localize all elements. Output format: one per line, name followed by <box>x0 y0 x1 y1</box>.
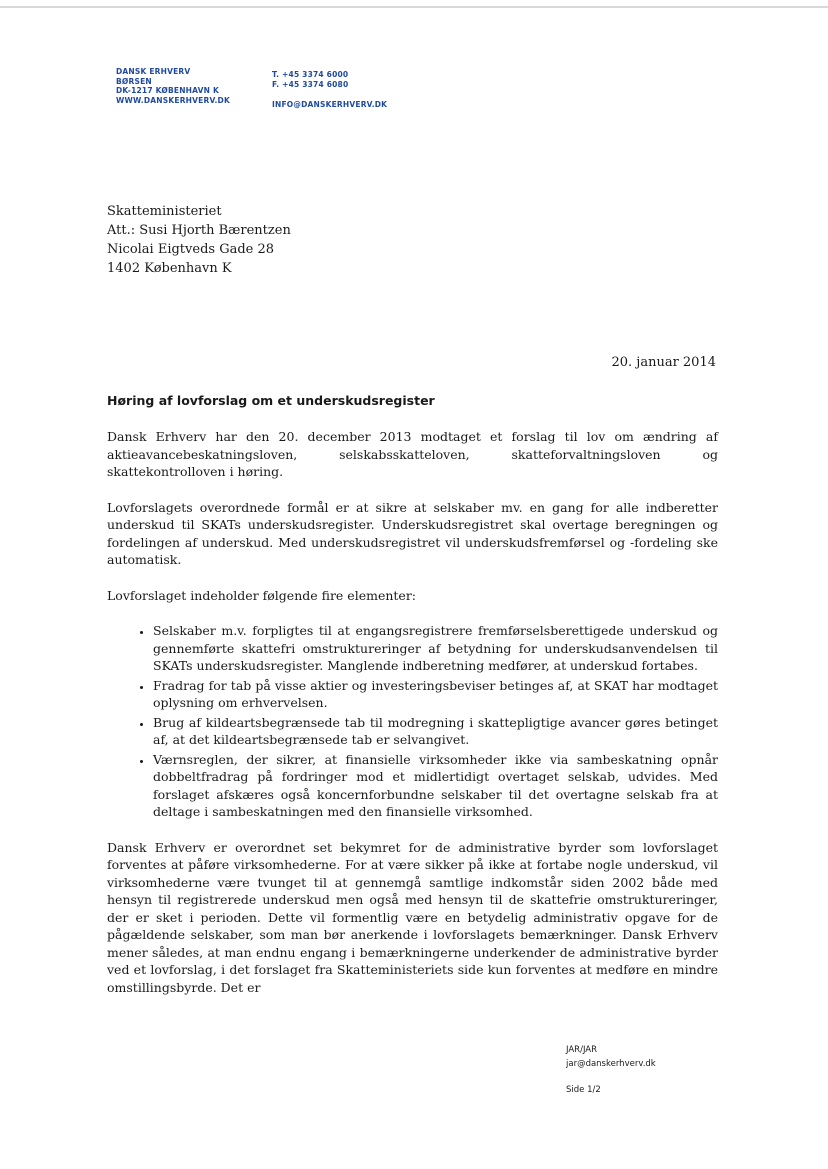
recipient-line: Att.: Susi Hjorth Bærentzen <box>107 223 291 238</box>
page-top-edge <box>0 6 828 8</box>
recipient-line: Nicolai Eigtveds Gade 28 <box>107 242 275 257</box>
letterhead-building: BØRSEN <box>116 76 152 86</box>
letterhead-org: DANSK ERHVERV <box>116 67 191 76</box>
list-item: • Fradrag for tab på visse aktier og investeringsbeviser betinges af, at SKAT har modtaget oplysning om erhvervelsen. <box>153 677 718 712</box>
letterhead-phone: T. +45 3374 6000 <box>272 70 349 79</box>
letter-date: 20. januar 2014 <box>611 355 716 370</box>
recipient-line: 1402 København K <box>107 261 232 276</box>
letterhead-address-line: DK-1217 KØBENHAVN K <box>116 86 219 96</box>
body-paragraph: Dansk Erhverv har den 20. december 2013 modtaget et forslag til lov om ændring af aktieavancebeskatningsloven, selskabsskatteloven, skatteforvaltningsloven og skattekontrolloven i høring. <box>107 429 718 479</box>
body-paragraph: Lovforslagets overordnede formål er at sikre at selskaber mv. en gang for alle indberetter underskud til SKATs underskudsregister. Underskudsregistret skal overtage beregningen og fordelingen af underskud. Med underskudsregistret vil underskudsfremførsel og -fordeling ske automatisk. <box>107 499 718 567</box>
list-item: • Brug af kildeartsbegrænsede tab til modregning i skattepligtige avancer gøres betinget af, at det kildeartsbegrænsede tab er selvangivet. <box>153 714 718 749</box>
letterhead-address <box>116 67 230 105</box>
body-paragraph: Lovforslaget indeholder følgende fire elementer: <box>107 587 417 603</box>
footer-initials: JAR/JAR <box>566 1045 598 1055</box>
letter-footer <box>566 1043 656 1097</box>
recipient-address <box>107 202 291 278</box>
letterhead-contact <box>272 70 387 110</box>
letter-body <box>107 428 718 1014</box>
recipient-line: Skatteministeriet <box>107 204 222 219</box>
elements-list <box>107 622 718 821</box>
body-paragraph: Dansk Erhverv er overordnet set bekymret for de administrative byrder som lovforslaget forventes at påføre virksomhederne. For at være sikker på ikke at fortabe nogle underskud, vil virksomhederne være tvunget til at gennemgå samtlige indkomstår siden 2002 både med hensyn til registrerede underskud men også med hensyn til de skattefrie omstruktureringer, der er sket i perioden. Dette vil formentlig være en betydelig administrativ opgave for de pågældende selskaber, som man bør anerkende i lovforslagets bemærkninger. Dansk Erhverv mener således, at man endnu engang i bemærkningerne underkender de administrative byrder ved et lovforslag, i det forslaget fra Skatteministeriets side kun forventes at medføre en mindre omstillingsbyrde. Det er <box>107 839 718 995</box>
footer-email: jar@danskerhverv.dk <box>566 1059 656 1069</box>
list-item: • Selskaber m.v. forpligtes til at engangsregistrere fremførselsberettigede underskud og gennemførte skattefri omstruktureringer af betydning for underskudsanvendelsen til SKATs underskudsregister. Manglende indberetning medfører, at underskud fortabes. <box>153 622 718 675</box>
letter-subject: Høring af lovforslag om et underskudsregister <box>107 393 435 408</box>
letterhead-email: INFO@DANSKERHVERV.DK <box>272 100 388 110</box>
list-item: • Værnsreglen, der sikrer, at finansielle virksomheder ikke via sambeskatning opnår dobbeltfradrag på fordringer mod et midlertidigt overtaget selskab, udvides. Med forslaget afskæres også koncernforbundne selskaber til det overtagne selskab fra at deltage i sambeskatningen med den finansielle virksomhed. <box>153 751 718 821</box>
letterhead-website: WWW.DANSKERHVERV.DK <box>116 95 230 105</box>
page-number: Side 1/2 <box>566 1085 601 1095</box>
letterhead-fax: F. +45 3374 6080 <box>272 79 349 89</box>
